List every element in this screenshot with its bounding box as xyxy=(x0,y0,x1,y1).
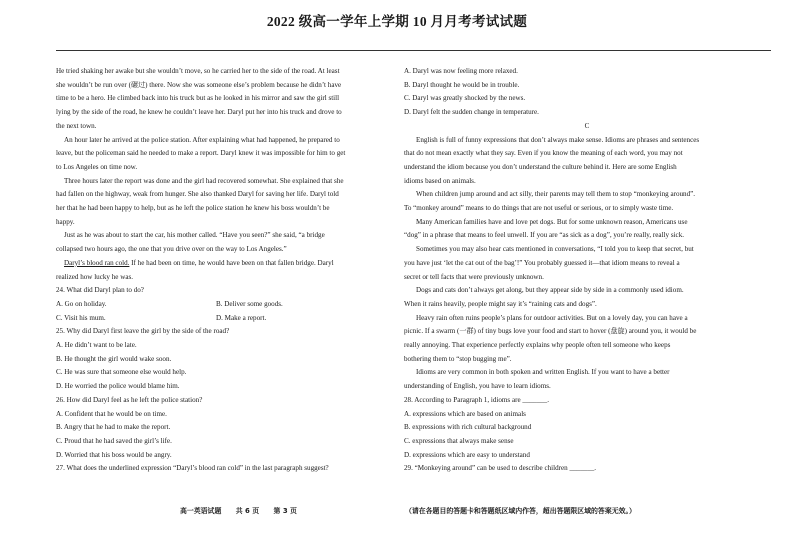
passage-line: happy. xyxy=(56,217,75,226)
passage-line: secret or tell facts that were previously unknown. xyxy=(404,272,544,281)
passage-line: really annoying. That experience perfectly explains why people often tell someone who keeps xyxy=(404,341,671,350)
passage-line: picnic. If a swarm (一群) of tiny bugs love your food and start to hover (盘旋) around you, it would be xyxy=(404,327,697,336)
passage-line: Sometimes you may also hear cats mentioned in conversations, “I told you to keep that secret, but xyxy=(416,245,694,254)
page-footer xyxy=(180,505,309,515)
passage-line: Dogs and cats don’t always get along, but they appear side by side in a commonly used idiom. xyxy=(416,286,684,295)
passage-line: idioms based on animals. xyxy=(404,176,476,185)
passage-line: Just as he was about to start the car, his mother called. “Have you seen?” she said, “a bridge xyxy=(64,231,325,240)
question-29-stem: 29. “Monkeying around” can be used to describe children _______. xyxy=(404,464,597,473)
question-28-option-a: A. expressions which are based on animals xyxy=(404,409,526,418)
footer-total-pages: 共 6 页 xyxy=(235,507,260,515)
passage-line: time to be a hero. He climbed back into his truck but as he looked in his mirror and saw the girl still xyxy=(56,94,340,103)
question-24-option-b: B. Deliver some goods. xyxy=(216,299,283,308)
question-27-option-b: B. Daryl thought he would be in trouble. xyxy=(404,80,520,89)
question-27-stem: 27. What does the underlined expression “Daryl’s blood ran cold” in the last paragraph suggest? xyxy=(56,464,329,473)
question-24-option-d: D. Make a report. xyxy=(216,313,267,322)
title-divider xyxy=(56,50,771,51)
passage-line: bothering them to “stop bugging me”. xyxy=(404,354,512,363)
passage-line: collapsed two hours ago, the one that you drive over on the way to Los Angeles.” xyxy=(56,245,287,254)
passage-line: To “monkey around” means to do things that are not useful or serious, or to simply waste time. xyxy=(404,204,674,213)
passage-line: Heavy rain often ruins people’s plans for outdoor activities. But on a lovely day, you can have a xyxy=(416,313,688,322)
page-title: 2022 级高一学年上学期 10 月月考考试试题 xyxy=(266,14,528,29)
right-column xyxy=(404,65,770,476)
question-26-stem: 26. How did Daryl feel as he left the police station? xyxy=(56,395,203,404)
question-28-option-d: D. expressions which are easy to understand xyxy=(404,450,530,459)
question-25-option-c: C. He was sure that someone else would help. xyxy=(56,368,187,377)
question-28-stem: 28. According to Paragraph 1, idioms are _______. xyxy=(404,395,549,404)
passage-line xyxy=(56,257,386,271)
passage-line: had fallen on the highway, weak from hunger. She also thanked Daryl for saving her life. Daryl told xyxy=(56,190,339,199)
underlined-expression: Daryl’s blood ran cold. xyxy=(64,258,130,267)
question-24-option-a: A. Go on holiday. xyxy=(56,299,107,308)
passage-line: you have just ‘let the cat out of the bag’!” You probably guessed it—that idiom means to reveal a xyxy=(404,258,680,267)
question-27-option-a: A. Daryl was now feeling more relaxed. xyxy=(404,67,518,75)
passage-line: An hour later he arrived at the police station. After explaining what had happened, he prepared to xyxy=(64,135,340,144)
passage-line: that do not mean exactly what they say. Even if you know the meaning of each word, you may not xyxy=(404,149,683,158)
question-24-options-row xyxy=(56,312,386,326)
section-label: C xyxy=(584,121,590,130)
passage-line: understand the idiom because you don’t understand the culture behind it. Here are some English xyxy=(404,162,677,171)
question-25-stem: 25. Why did Daryl first leave the girl by the side of the road? xyxy=(56,327,230,336)
passage-line: leave, but the policeman said he needed to make a report. Daryl knew it was impossible for him to get xyxy=(56,149,346,158)
footer-notice: （请在各题目的答题卡和答题纸区域内作答，超出答题限区域的答案无效。） xyxy=(405,507,636,515)
passage-line: to Los Angeles on time now. xyxy=(56,162,138,171)
question-24-options-row xyxy=(56,298,386,312)
passage-line: Many American families have and love pet dogs. But for some unknown reason, Americans use xyxy=(416,217,688,226)
passage-line: Three hours later the report was done and the girl had recovered somewhat. She explained that she xyxy=(64,176,344,185)
passage-line: He tried shaking her awake but she wouldn’t move, so he carried her to the side of the road. At least xyxy=(56,67,340,75)
question-27-option-d: D. Daryl felt the sudden change in temperature. xyxy=(404,108,539,117)
footer-subject: 高一英语试题 xyxy=(180,507,222,515)
question-24-stem: 24. What did Daryl plan to do? xyxy=(56,286,144,295)
question-28-option-b: B. expressions with rich cultural background xyxy=(404,423,532,432)
passage-line: lying by the side of the road, he knew he couldn’t leave her. Daryl put her into his truck and drove to xyxy=(56,108,342,117)
passage-line: realized how lucky he was. xyxy=(56,272,134,281)
passage-line: When it rains heavily, people might say it’s “raining cats and dogs”. xyxy=(404,299,597,308)
passage-line: English is full of funny expressions that don’t always make sense. Idioms are phrases and sentences xyxy=(416,135,700,144)
question-26-option-a: A. Confident that he would be on time. xyxy=(56,409,167,418)
question-26-option-b: B. Angry that he had to make the report. xyxy=(56,423,171,432)
passage-line: When children jump around and act silly, their parents may tell them to stop “monkeying around”. xyxy=(416,190,696,199)
question-25-option-a: A. He didn’t want to be late. xyxy=(56,341,137,350)
passage-line: understanding of English, you have to learn idioms. xyxy=(404,382,551,391)
passage-line: “dog” in a phrase that means to feel unwell. If you are “as sick as a dog”, you’re really, really sick. xyxy=(404,231,685,240)
footer-page-number: 第 3 页 xyxy=(273,507,297,515)
left-column xyxy=(56,65,386,476)
passage-line: she wouldn’t be run over (碾过) there. Now she was someone else’s problem because he didn’t have xyxy=(56,80,342,89)
question-25-option-b: B. He thought the girl would wake soon. xyxy=(56,354,172,363)
passage-text: If he had been on time, he would have been on that fallen bridge. Daryl xyxy=(129,258,334,267)
passage-line: Idioms are very common in both spoken and written English. If you want to have a better xyxy=(416,368,670,377)
question-27-option-c: C. Daryl was greatly shocked by the news. xyxy=(404,94,526,103)
passage-line: her that he had been happy to help, but as he left the police station he knew his boss wouldn’t be xyxy=(56,204,330,213)
passage-line: the next town. xyxy=(56,121,97,130)
question-26-option-d: D. Worried that his boss would be angry. xyxy=(56,450,172,459)
question-28-option-c: C. expressions that always make sense xyxy=(404,436,514,445)
question-24-option-c: C. Visit his mum. xyxy=(56,313,106,322)
question-26-option-c: C. Proud that he had saved the girl’s life. xyxy=(56,436,172,445)
question-25-option-d: D. He worried the police would blame him. xyxy=(56,382,180,391)
